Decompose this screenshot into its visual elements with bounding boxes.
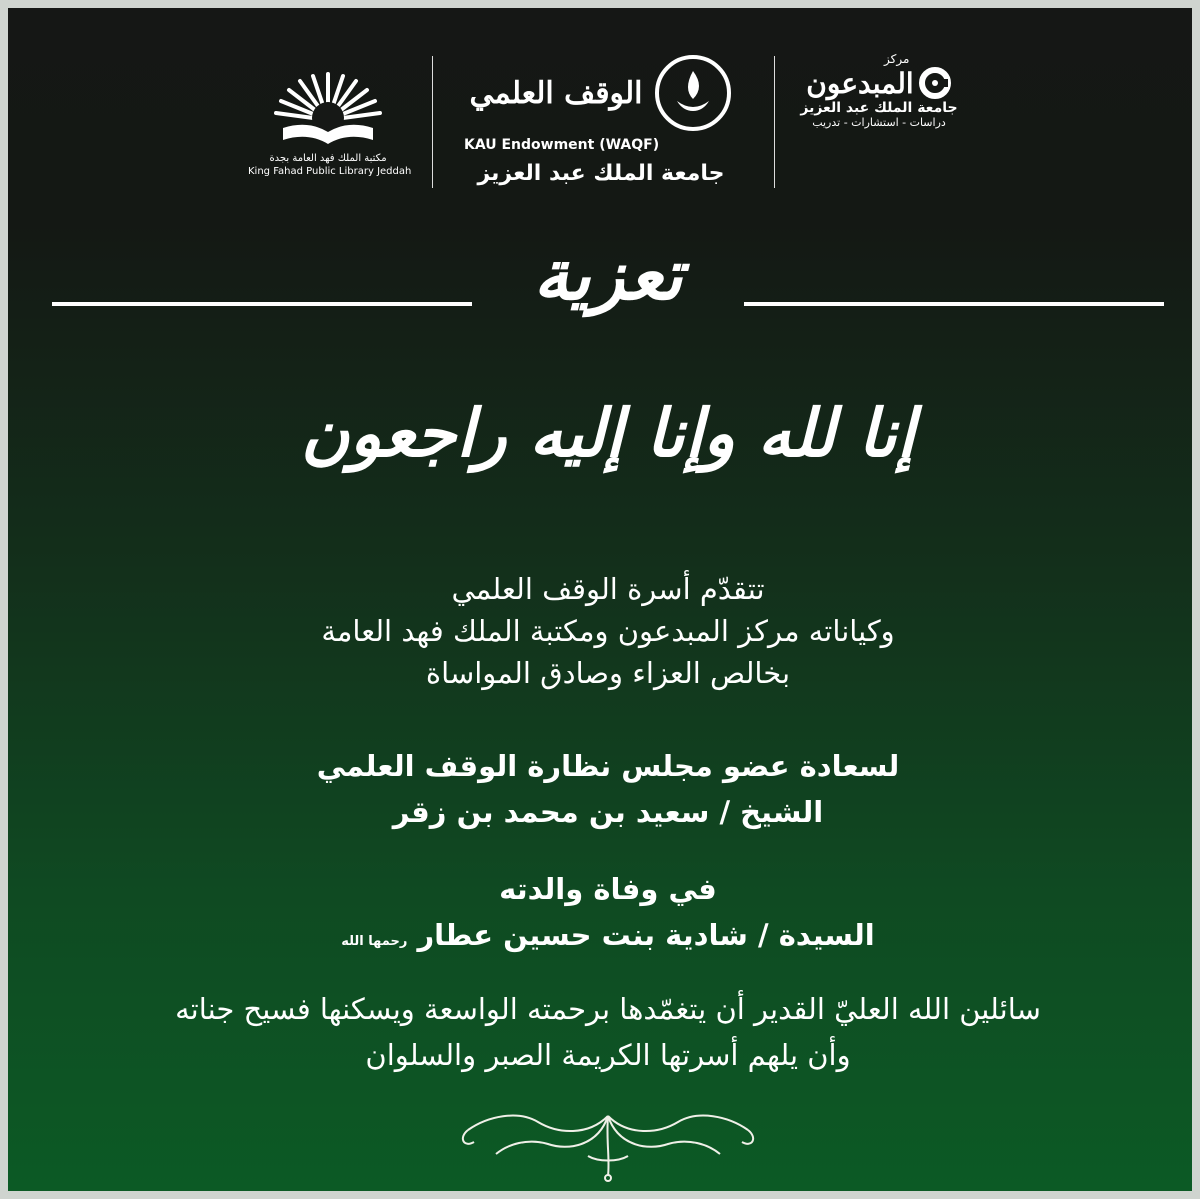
logo-divider — [774, 56, 775, 188]
waqf-name-en: KAU Endowment (WAQF) — [464, 137, 660, 153]
title-rule-left — [52, 302, 472, 306]
calligraphic-ornament-icon — [438, 1096, 778, 1186]
intro-paragraph — [108, 568, 1108, 694]
recipient-block — [108, 743, 1108, 835]
title-rule-right — [744, 302, 1164, 306]
open-book-sunburst-icon — [263, 68, 393, 148]
prayer-line-1: سائلين الله العليّ القدير أن يتغمّدها برحمته الواسعة ويسكنها فسيح جناته — [175, 992, 1041, 1026]
quran-verse: إنا لله وإنا إليه راجعون — [301, 394, 915, 472]
recipient-name: الشيخ / سعيد بن محمد بن زقر — [392, 795, 824, 829]
waqf-logo — [446, 53, 756, 186]
intro-line-2: وكياناته مركز المبدعون ومكتبة الملك فهد العامة — [321, 614, 895, 648]
deceased-block — [108, 866, 1108, 965]
waqf-flame-emblem-icon — [653, 53, 733, 133]
waqf-name-ar: الوقف العلمي — [469, 75, 643, 111]
deceased-honorific: رحمها الله — [341, 934, 408, 949]
library-name-ar: مكتبة الملك فهد العامة بجدة — [269, 153, 387, 164]
library-logo — [248, 68, 412, 178]
logo-divider — [432, 56, 433, 188]
deceased-name: السيدة / شادية بنت حسين عطار — [417, 918, 875, 952]
deceased-relation: في وفاة والدته — [499, 872, 717, 906]
intro-line-3: بخالص العزاء وصادق المواساة — [425, 656, 791, 690]
recipient-title: لسعادة عضو مجلس نظارة الوقف العلمي — [316, 749, 900, 783]
mubdioon-emblem-icon — [918, 66, 952, 100]
prayer-line-2: وأن يلهم أسرتها الكريمة الصبر والسلوان — [365, 1038, 851, 1072]
intro-line-1: تتقدّم أسرة الوقف العلمي — [451, 572, 765, 606]
condolence-title: تعزية — [533, 233, 683, 316]
mubdioon-university-ar: جامعة الملك عبد العزيز — [800, 100, 958, 116]
mubdioon-logo — [794, 53, 964, 129]
mubdioon-name-ar: المبدعون — [806, 66, 914, 100]
prayer-paragraph — [108, 986, 1108, 1078]
library-name-en: King Fahad Public Library Jeddah — [248, 166, 412, 177]
waqf-university-ar: جامعة الملك عبد العزيز — [477, 161, 725, 186]
deceased-name-line — [108, 912, 1108, 965]
mubdioon-center-label: مركز — [884, 52, 910, 66]
mubdioon-tagline: دراسات - استشارات - تدريب — [812, 116, 946, 129]
